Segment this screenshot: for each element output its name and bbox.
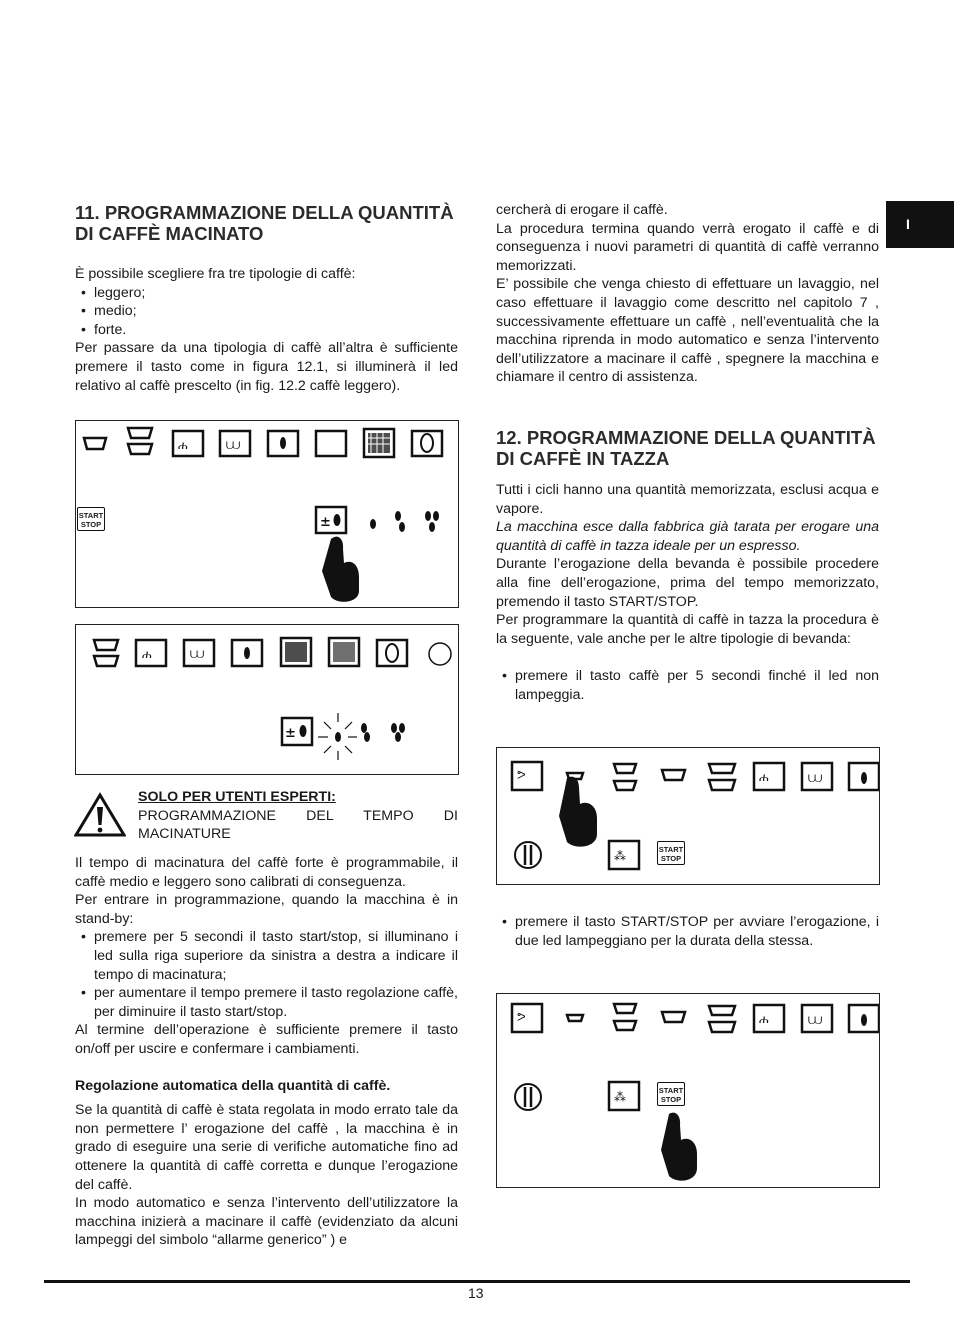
start-stop-button[interactable]: START STOP [77,507,105,531]
page-number: 13 [468,1285,484,1301]
language-tab: I [886,201,954,248]
paragraph: cercherà di erogare il caffè. [496,202,668,218]
paragraph: E’ possibile che venga chiesto di effettuare un lavaggio, nel caso effettuare il lavaggio come descritto nel capitolo 7 , successivamente effettuare un caffè , nell’eventualità che la macchina riprenda in modo automatico e senza l’intervento dell’utilizzatore a macinare il caffè , spegnere la macchina e chiamare il centro di assistenza. [496,276,879,386]
paragraph: Tutti i cicli hanno una quantità memorizzata, esclusi acqua e vapore. [496,482,879,517]
paragraph: Per passare da una tipologia di caffè all’altra è sufficiente premere il tasto come in figura 12.1, si illuminerà il led relativo al caffè prescelto (in fig. 12.2 caffè leggero). [75,340,458,394]
intro-text: È possibile scegliere fra tre tipologie di caffè: [75,266,356,282]
start-stop-button[interactable]: START STOP [657,1082,685,1106]
subsection-title: Regolazione automatica della quantità di caffè. [75,1077,391,1094]
paragraph: Se la quantità di caffè è stata regolata in modo errato tale da non permettere l’ erogazione del caffè , la macchina è in grado di eseguire una serie di verifiche automatiche fino ad ottenere la quantità di caffè corretta e dunque l’erogazione del caffè. [75,1102,458,1193]
warning-title: SOLO PER UTENTI ESPERTI: [138,789,336,805]
section-11-title: 11. PROGRAMMAZIONE DELLA QUANTITÀ DI CAFFÈ MACINATO [75,202,454,244]
svg-text:⩊: ⩊ [226,437,241,453]
section-11 [75,202,458,395]
section-12-title: 12. PROGRAMMAZIONE DELLA QUANTITÀ DI CAFFÈ IN TAZZA [496,427,876,469]
control-panel-figure-3 [496,747,880,885]
list-item: • leggero; [75,284,458,303]
paragraph: Al termine dell’operazione è sufficiente premere il tasto on/off per uscire e confermare i cambiamenti. [75,1022,458,1057]
footer-rule [44,1280,910,1283]
control-panel-figure-2 [75,624,459,775]
steps-list [75,928,458,1021]
list-item: • forte. [75,321,458,340]
control-panel-figure-1 [75,420,459,608]
paragraph: In modo automatico e senza l’intervento dell’utilizzatore la macchina inizierà a macinare il caffè (evidenziato da alcuni lampeggi del simbolo “allarme generico” ) e [75,1195,458,1249]
list-item: • medio; [75,302,458,321]
svg-text:⁂: ⁂ [614,1090,626,1104]
svg-text:±: ± [285,726,296,741]
steps-list [496,913,879,950]
warning-box [138,788,458,844]
list-item: • premere il tasto START/STOP per avviare l’erogazione, i due led lampeggiano per la durata della stessa. [496,913,879,950]
svg-text:±: ± [320,515,331,530]
paragraph: Durante l’erogazione della bevanda è possibile procedere alla fine dell’erogazione, prima del tempo memorizzato, premendo il tasto START/STOP. [496,556,879,610]
paragraph: La macchina esce dalla fabbrica già tarata per erogare una quantità di caffè in tazza ideale per un espresso. [496,519,879,554]
paragraph: Per programmare la quantità di caffè in tazza la procedura è la seguente, vale anche per le altre tipologie di bevanda: [496,612,879,647]
warning-icon [74,792,126,838]
paragraph: Il tempo di macinatura del caffè forte è programmabile, il caffè medio e leggero sono calibrati di conseguenza. [75,855,458,890]
svg-text:ᕗ: ᕗ [517,768,526,782]
svg-text:ሐ: ሐ [142,647,152,661]
panel-icons [76,421,458,607]
svg-text:ᕗ: ᕗ [517,1010,526,1024]
svg-text:ሐ: ሐ [759,770,769,784]
svg-text:⩊: ⩊ [190,646,205,662]
panel-icons [497,994,879,1187]
section-11-continued [496,201,879,387]
control-panel-figure-4 [496,993,880,1188]
paragraph: Per entrare in programmazione, quando la macchina è in stand-by: [75,892,458,927]
svg-text:ሐ: ሐ [178,438,188,452]
list-item: • premere il tasto caffè per 5 secondi finché il led non lampeggia. [496,667,879,704]
svg-text:ሐ: ሐ [759,1012,769,1026]
panel-icons [497,748,879,884]
section-11-programming [75,854,458,1250]
steps-list [496,667,879,704]
list-item: • per aumentare il tempo premere il tasto regolazione caffè, per diminuire il tasto start/stop. [75,984,458,1021]
section-12-step-2 [496,913,879,950]
svg-text:⩊: ⩊ [808,770,823,786]
panel-icons [76,625,458,774]
warning-text: PROGRAMMAZIONE DEL TEMPO DI MACINATURE [138,807,458,843]
svg-text:⁂: ⁂ [614,849,626,863]
start-stop-button[interactable]: START STOP [657,841,685,865]
section-12 [496,427,879,705]
coffee-types-list [75,284,458,340]
svg-text:⩊: ⩊ [808,1012,823,1028]
paragraph: La procedura termina quando verrà erogato il caffè e di conseguenza i nuovi parametri di quantità di caffè verranno memorizzati. [496,220,879,274]
list-item: • premere per 5 secondi il tasto start/stop, si illuminano i led sulla riga superiore da sinistra a destra a indicare il tempo di macinatura; [75,928,458,984]
